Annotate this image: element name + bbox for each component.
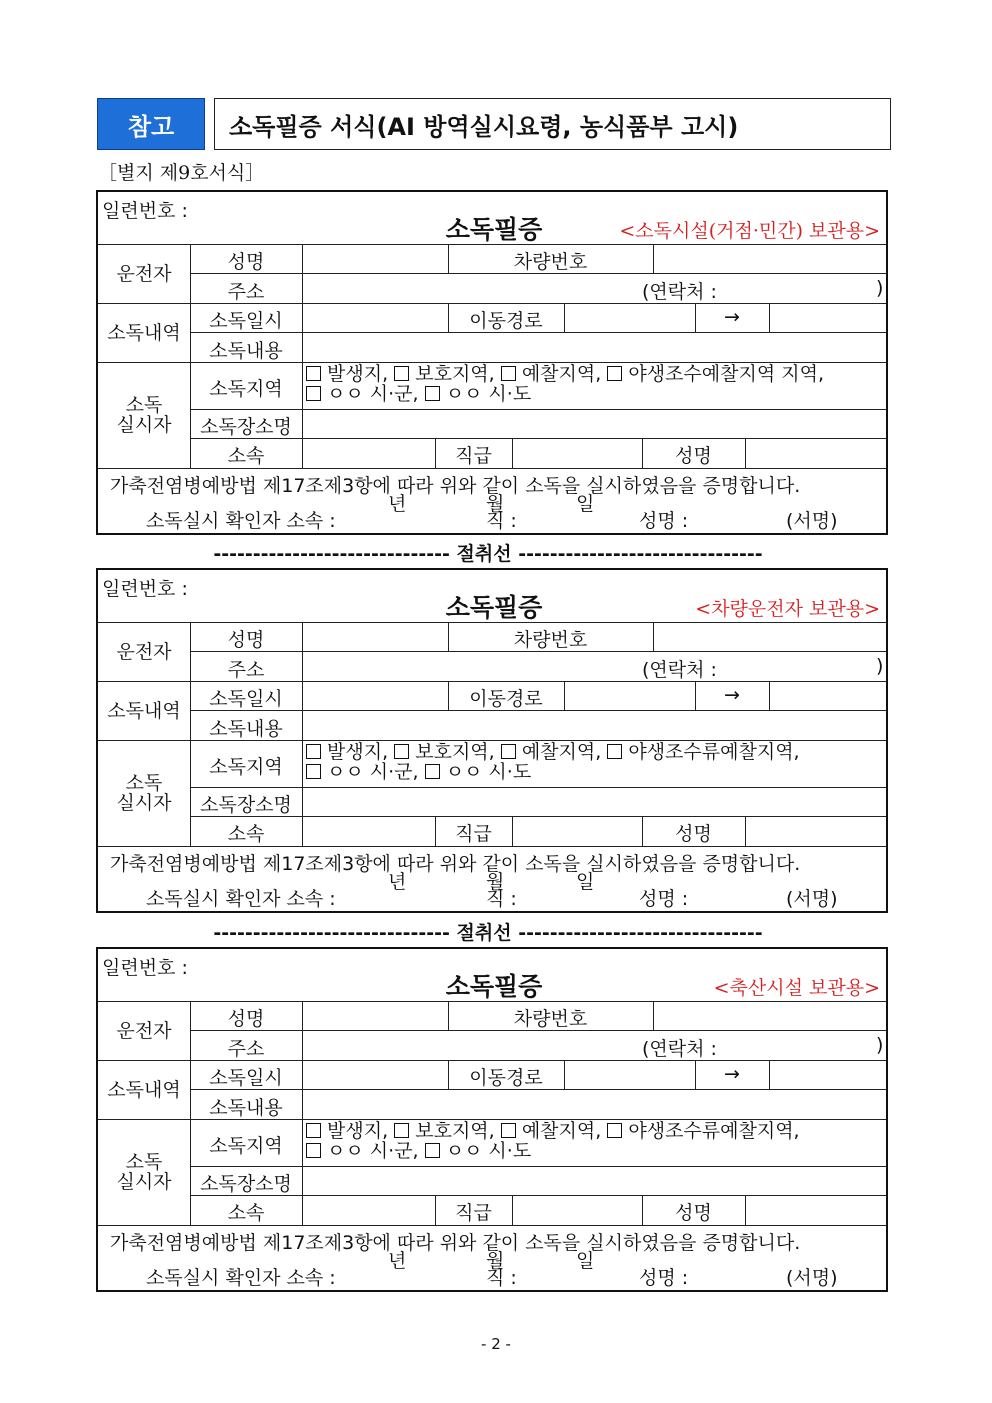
plate-label: 차량번호 [513, 251, 588, 273]
day-label: 일 [576, 871, 595, 893]
plate-label: 차량번호 [513, 1008, 588, 1030]
area-option: ㅇㅇ 시·군, [327, 383, 419, 405]
area-option: 보호지역, [415, 741, 495, 763]
checkbox[interactable] [306, 1123, 321, 1138]
reference-badge: 참고 [97, 98, 205, 150]
area-option: 보호지역, [415, 1120, 495, 1142]
affiliation-label: 소속 [227, 823, 265, 845]
plate-label: 차량번호 [513, 629, 588, 651]
month-label: 월 [486, 871, 505, 893]
form-title: 소독필증 [445, 215, 543, 244]
rank-colon-label: 직 : [486, 888, 517, 910]
area-label: 소독지역 [209, 756, 283, 778]
disinfect-content-label: 소독내용 [209, 1097, 283, 1119]
form-reference: ［별지 제9호서식］ [98, 162, 265, 184]
area-option: 예찰지역, [521, 741, 602, 763]
affiliation-label: 소속 [227, 445, 265, 467]
disinfect-date-label: 소독일시 [209, 688, 283, 710]
area-label: 소독지역 [209, 378, 283, 400]
checkbox[interactable] [306, 366, 321, 381]
checkbox[interactable] [306, 1143, 321, 1158]
route-label: 이동경로 [469, 688, 543, 710]
disinfection-certificate-form [96, 190, 888, 535]
checkbox[interactable] [607, 744, 622, 759]
area-option: 발생지, [327, 363, 389, 385]
header-title: 소독필증 서식(AI 방역실시요령, 농식품부 고시) [214, 98, 891, 150]
contact-close: ) [876, 655, 884, 677]
place-name-label: 소독장소명 [200, 794, 292, 816]
serial-number-label: 일련번호 : [102, 578, 188, 600]
driver-label: 운전자 [116, 263, 172, 285]
signature-label: (서명) [786, 1267, 838, 1289]
executor-label-line1: 소독 [125, 772, 163, 794]
executor-label-line2: 실시자 [116, 414, 172, 436]
route-arrow: → [724, 1063, 740, 1085]
executor-label [98, 773, 190, 813]
checkbox[interactable] [501, 744, 516, 759]
contact-close: ) [876, 1034, 884, 1056]
year-label: 년 [388, 1250, 407, 1272]
area-option: 발생지, [327, 1120, 389, 1142]
disinfection-certificate-form [96, 947, 888, 1292]
contact-label: (연락처 : [642, 659, 717, 681]
cut-line: ------------------------------ 절취선 ------------------------------- [213, 922, 763, 944]
executor-label-line1: 소독 [125, 1151, 163, 1173]
address-label: 주소 [227, 1038, 265, 1060]
area-option: 보호지역, [415, 363, 495, 385]
month-label: 월 [486, 1250, 505, 1272]
confirmer-label: 소독실시 확인자 소속 : [146, 888, 336, 910]
serial-number-label: 일련번호 : [102, 200, 188, 222]
certify-text: 가축전염병예방법 제17조제3항에 따라 위와 같이 소독을 실시하였음을 증명합니다. [110, 475, 801, 497]
disinfect-date-label: 소독일시 [209, 1067, 283, 1089]
rank-label: 직급 [455, 445, 492, 467]
area-option: ㅇㅇ 시·군, [327, 1140, 419, 1162]
checkbox[interactable] [306, 744, 321, 759]
keep-copy-label: <축산시설 보관용> [713, 977, 880, 999]
name-colon-label: 성명 : [639, 1267, 689, 1289]
route-arrow: → [724, 306, 740, 328]
page-number: - 2 - [481, 1335, 511, 1353]
serial-number-label: 일련번호 : [102, 957, 188, 979]
area-options [306, 364, 824, 404]
keep-copy-label: <차량운전자 보관용> [695, 598, 880, 620]
contact-label: (연락처 : [642, 281, 717, 303]
year-label: 년 [388, 493, 407, 515]
area-option: 야생조수류예찰지역, [628, 1120, 800, 1142]
area-options [306, 1121, 800, 1161]
confirmer-label: 소독실시 확인자 소속 : [146, 510, 336, 532]
signature-label: (서명) [786, 510, 838, 532]
checkbox[interactable] [425, 764, 440, 779]
name2-label: 성명 [675, 445, 712, 467]
executor-label [98, 395, 190, 435]
driver-label: 운전자 [116, 641, 172, 663]
disinfect-date-label: 소독일시 [209, 310, 283, 332]
checkbox[interactable] [306, 386, 321, 401]
checkbox[interactable] [607, 366, 622, 381]
area-option: 야생조수예찰지역 지역, [628, 363, 824, 385]
area-option: ㅇㅇ 시·도 [445, 761, 532, 783]
executor-label [98, 1152, 190, 1192]
affiliation-label: 소속 [227, 1202, 265, 1224]
name2-label: 성명 [675, 823, 712, 845]
checkbox[interactable] [501, 1123, 516, 1138]
area-option: ㅇㅇ 시·군, [327, 761, 419, 783]
executor-label-line2: 실시자 [116, 1171, 172, 1193]
month-label: 월 [486, 493, 505, 515]
checkbox[interactable] [425, 386, 440, 401]
disinfect-record-label: 소독내역 [107, 322, 181, 344]
checkbox[interactable] [394, 366, 409, 381]
keep-copy-label: <소독시설(거점·민간) 보관용> [619, 220, 880, 242]
executor-label-line1: 소독 [125, 394, 163, 416]
form-title: 소독필증 [445, 972, 543, 1001]
executor-label-line2: 실시자 [116, 792, 172, 814]
signature-label: (서명) [786, 888, 838, 910]
form-title: 소독필증 [445, 593, 543, 622]
certify-text: 가축전염병예방법 제17조제3항에 따라 위와 같이 소독을 실시하였음을 증명합니다. [110, 853, 801, 875]
area-options [306, 742, 800, 782]
name-label: 성명 [227, 629, 265, 651]
rank-colon-label: 직 : [486, 510, 517, 532]
route-label: 이동경로 [469, 1067, 543, 1089]
year-label: 년 [388, 871, 407, 893]
area-option: 발생지, [327, 741, 389, 763]
route-arrow: → [724, 684, 740, 706]
disinfect-record-label: 소독내역 [107, 1079, 181, 1101]
place-name-label: 소독장소명 [200, 1173, 292, 1195]
header [97, 98, 891, 150]
place-name-label: 소독장소명 [200, 416, 292, 438]
contact-close: ) [876, 277, 884, 299]
rank-colon-label: 직 : [486, 1267, 517, 1289]
contact-label: (연락처 : [642, 1038, 717, 1060]
area-option: ㅇㅇ 시·도 [445, 1140, 532, 1162]
area-option: 예찰지역, [521, 363, 602, 385]
area-option: 야생조수류예찰지역, [628, 741, 800, 763]
disinfection-certificate-form [96, 568, 888, 913]
name-colon-label: 성명 : [639, 510, 689, 532]
checkbox[interactable] [394, 744, 409, 759]
rank-label: 직급 [455, 1202, 492, 1224]
area-label: 소독지역 [209, 1135, 283, 1157]
day-label: 일 [576, 1250, 595, 1272]
disinfect-content-label: 소독내용 [209, 718, 283, 740]
name2-label: 성명 [675, 1202, 712, 1224]
address-label: 주소 [227, 659, 265, 681]
day-label: 일 [576, 493, 595, 515]
area-option: 예찰지역, [521, 1120, 602, 1142]
name-colon-label: 성명 : [639, 888, 689, 910]
checkbox[interactable] [425, 1143, 440, 1158]
confirmer-label: 소독실시 확인자 소속 : [146, 1267, 336, 1289]
driver-label: 운전자 [116, 1020, 172, 1042]
certify-text: 가축전염병예방법 제17조제3항에 따라 위와 같이 소독을 실시하였음을 증명합니다. [110, 1232, 801, 1254]
name-label: 성명 [227, 251, 265, 273]
name-label: 성명 [227, 1008, 265, 1030]
disinfect-record-label: 소독내역 [107, 700, 181, 722]
address-label: 주소 [227, 281, 265, 303]
disinfect-content-label: 소독내용 [209, 340, 283, 362]
checkbox[interactable] [607, 1123, 622, 1138]
route-label: 이동경로 [469, 310, 543, 332]
rank-label: 직급 [455, 823, 492, 845]
checkbox[interactable] [501, 366, 516, 381]
cut-line: ------------------------------ 절취선 ------------------------------- [213, 543, 763, 565]
area-option: ㅇㅇ 시·도 [445, 383, 532, 405]
checkbox[interactable] [394, 1123, 409, 1138]
checkbox[interactable] [306, 764, 321, 779]
